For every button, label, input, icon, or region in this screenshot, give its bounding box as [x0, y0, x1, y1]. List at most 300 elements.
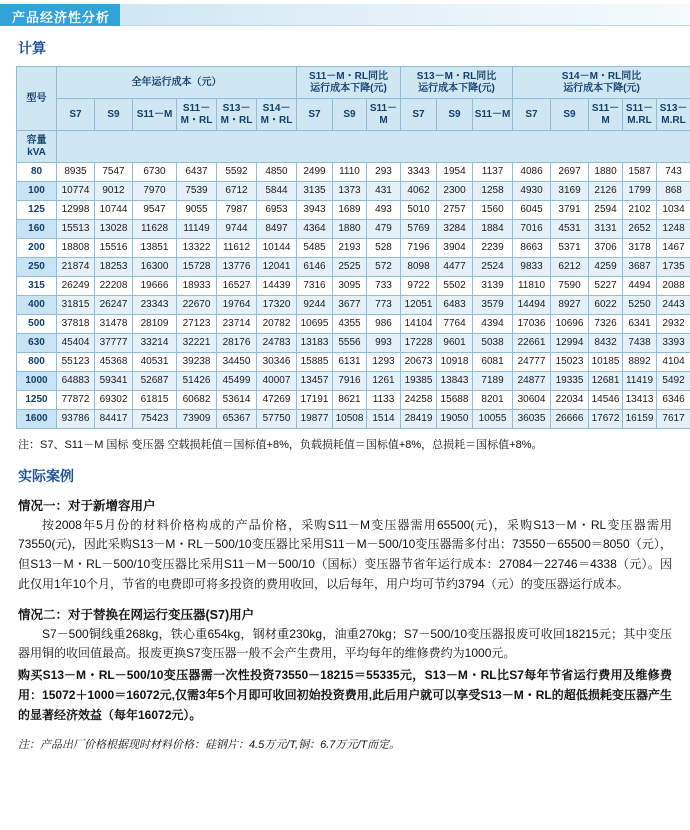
- table-cell: 6131: [333, 353, 367, 372]
- th-a1: S7: [57, 99, 95, 131]
- th-s11-drop-line1: S11－M・RL同比: [309, 71, 388, 82]
- table-cell: 19877: [297, 410, 333, 429]
- table-cell: 1884: [473, 220, 513, 239]
- table-cell: 16527: [217, 277, 257, 296]
- table-cell: 52687: [133, 372, 177, 391]
- table-cell: 22661: [513, 334, 551, 353]
- case-1-paragraph-1: 按2008年5月份的材料价格构成的产品价格，采购S11－M变压器需用65500(元)，采购S13－M・RL变压器需用73550(元)，因此采购S13－M・RL－500/10变压器比采用S11－M－500/10变压器需多付出：73550－65500＝8050（元），但S13－M・RL－500/10变压器比采用S11－M－500/10（国标）变压器节省年运行成本：27084－22746＝4338（元）。因此仅用1年10个月，节省的电费即可将多投资的费用收回，以后每年，用户均可节约3794（元）的变压器运行成本。: [18, 517, 672, 591]
- table-row-capacity: 1000: [17, 372, 57, 391]
- table-cell: 8098: [401, 258, 437, 277]
- case-2-paragraph-2: 购买S13－M・RL－500/10变压器需一次性投资73550－18215＝55335元，S13－M・RL比S7每年节省运行费用及维修费用：15072＋1000＝16072元,仅需3年5个月即可收回初始投资费用,此后用户就可以享受S13－M・RL的超低损耗变压器产生的显著经济效益（每年16072元）。: [18, 668, 672, 722]
- table-cell: 16159: [623, 410, 657, 429]
- table-cell: 26247: [95, 296, 133, 315]
- table-cell: 7970: [133, 182, 177, 201]
- table-cell: 51426: [177, 372, 217, 391]
- table-cell: 1880: [589, 163, 623, 182]
- table-row: [17, 391, 690, 410]
- table-cell: 30604: [513, 391, 551, 410]
- th-d4-line2: M.RL: [627, 114, 652, 126]
- table-row-capacity: 160: [17, 220, 57, 239]
- table-cell: 7590: [551, 277, 589, 296]
- table-cell: 59341: [95, 372, 133, 391]
- table-cell: 8663: [513, 239, 551, 258]
- th-a2: S9: [95, 99, 133, 131]
- table-cell: 4104: [657, 353, 690, 372]
- th-s14-drop-line2: 运行成本下降(元): [563, 82, 640, 94]
- table-cell: 27123: [177, 315, 217, 334]
- table-cell: 3904: [437, 239, 473, 258]
- th-a6: [257, 99, 297, 131]
- table-cell: 15728: [177, 258, 217, 277]
- th-capacity-spacer: [57, 131, 690, 163]
- table-row: [17, 296, 690, 315]
- header-row-groups: [17, 67, 690, 99]
- table-cell: 34450: [217, 353, 257, 372]
- table-cell: 2102: [623, 201, 657, 220]
- table-cell: 1248: [657, 220, 690, 239]
- table-cell: 5592: [217, 163, 257, 182]
- table-cell: 3943: [297, 201, 333, 220]
- table-cell: 10144: [257, 239, 297, 258]
- table-cell: 20782: [257, 315, 297, 334]
- case-2-paragraph-1: S7－500铜线重268kg，铁心重654kg，钢材重230kg，油重270kg；S7－500/10变压器报废可收回18215元；其中变压器用铜的收回值最高。报废更换S7变压器一般不会产生费用，平均每年的维修费约为1000元。: [18, 626, 672, 661]
- table-cell: 11419: [623, 372, 657, 391]
- th-capacity-line2: kVA: [27, 146, 46, 158]
- table-cell: 1373: [333, 182, 367, 201]
- th-b3-line2: M: [379, 114, 388, 126]
- table-cell: 14494: [513, 296, 551, 315]
- table-cell: 10744: [95, 201, 133, 220]
- table-cell: 17672: [589, 410, 623, 429]
- th-s13-drop-line2: 运行成本下降(元): [418, 82, 495, 94]
- th-d3-line1: S11－: [591, 103, 620, 114]
- table-row: [17, 353, 690, 372]
- table-cell: 13457: [297, 372, 333, 391]
- table-cell: 19335: [551, 372, 589, 391]
- table-row: [17, 182, 690, 201]
- table-cell: 1514: [367, 410, 401, 429]
- th-b2: S9: [333, 99, 367, 131]
- th-a4-line1: S11－: [182, 103, 211, 114]
- table-cell: 1467: [657, 239, 690, 258]
- header-row-capacity: [17, 131, 690, 163]
- table-cell: 22034: [551, 391, 589, 410]
- table-cell: 5010: [401, 201, 437, 220]
- table-cell: 4364: [297, 220, 333, 239]
- table-cell: 9833: [513, 258, 551, 277]
- table-cell: 7016: [513, 220, 551, 239]
- table-cell: 2300: [437, 182, 473, 201]
- table-cell: 30346: [257, 353, 297, 372]
- header-row-subs: [17, 99, 690, 131]
- table-cell: 5371: [551, 239, 589, 258]
- table-cell: 6712: [217, 182, 257, 201]
- table-cell: 2932: [657, 315, 690, 334]
- table-cell: 3139: [473, 277, 513, 296]
- table-cell: 14439: [257, 277, 297, 296]
- table-cell: 22670: [177, 296, 217, 315]
- table-cell: 4531: [551, 220, 589, 239]
- table-cell: 293: [367, 163, 401, 182]
- table-cell: 26249: [57, 277, 95, 296]
- table-cell: 1560: [473, 201, 513, 220]
- table-cell: 4850: [257, 163, 297, 182]
- table-row: [17, 277, 690, 296]
- table-cell: 5844: [257, 182, 297, 201]
- table-cell: 6045: [513, 201, 551, 220]
- th-b3-line1: S11－: [369, 103, 398, 114]
- table-cell: 7189: [473, 372, 513, 391]
- table-cell: 10055: [473, 410, 513, 429]
- table-row: [17, 372, 690, 391]
- table-cell: 13183: [297, 334, 333, 353]
- table-row: [17, 163, 690, 182]
- th-b1: S7: [297, 99, 333, 131]
- table-cell: 33214: [133, 334, 177, 353]
- th-c1: S7: [401, 99, 437, 131]
- table-cell: 1293: [367, 353, 401, 372]
- table-cell: 2697: [551, 163, 589, 182]
- table-cell: 16300: [133, 258, 177, 277]
- table-cell: 6146: [297, 258, 333, 277]
- table-cell: 7987: [217, 201, 257, 220]
- table-cell: 18933: [177, 277, 217, 296]
- page-title: 产品经济性分析: [0, 4, 120, 26]
- footer-note: 注：产品出厂价格根据现时材料价格：硅钢片：4.5万元/T,铜：6.7万元/T而定。: [18, 738, 401, 751]
- table-cell: 64883: [57, 372, 95, 391]
- table-cell: 77872: [57, 391, 95, 410]
- table-cell: 13851: [133, 239, 177, 258]
- table-cell: 7438: [623, 334, 657, 353]
- cost-table-wrapper: [16, 66, 688, 429]
- table-cell: 10696: [551, 315, 589, 334]
- table-cell: 26666: [551, 410, 589, 429]
- table-cell: 5485: [297, 239, 333, 258]
- table-cell: 17036: [513, 315, 551, 334]
- cost-table-head: [17, 67, 690, 163]
- table-cell: 4355: [333, 315, 367, 334]
- table-cell: 7617: [657, 410, 690, 429]
- table-cell: 4930: [513, 182, 551, 201]
- table-cell: 993: [367, 334, 401, 353]
- table-row: [17, 258, 690, 277]
- table-row: [17, 220, 690, 239]
- th-s14-drop: [513, 67, 690, 99]
- table-cell: 45499: [217, 372, 257, 391]
- table-cell: 28419: [401, 410, 437, 429]
- table-cell: 493: [367, 201, 401, 220]
- th-d5-line2: M.RL: [661, 114, 686, 126]
- table-cell: 73909: [177, 410, 217, 429]
- table-cell: 2524: [473, 258, 513, 277]
- th-a3: S11－M: [133, 99, 177, 131]
- table-cell: 40007: [257, 372, 297, 391]
- table-cell: 5556: [333, 334, 367, 353]
- table-cell: 37777: [95, 334, 133, 353]
- case-1-label: 情况一：: [18, 498, 69, 513]
- table-cell: 3343: [401, 163, 437, 182]
- table-cell: 7316: [297, 277, 333, 296]
- table-row: [17, 334, 690, 353]
- table-cell: 6346: [657, 391, 690, 410]
- table-cell: 3095: [333, 277, 367, 296]
- table-cell: 6081: [473, 353, 513, 372]
- table-cell: 5250: [623, 296, 657, 315]
- table-cell: 431: [367, 182, 401, 201]
- table-cell: 12041: [257, 258, 297, 277]
- banner-gradient: [120, 4, 690, 26]
- table-cell: 11149: [177, 220, 217, 239]
- table-cell: 10508: [333, 410, 367, 429]
- table-row-capacity: 80: [17, 163, 57, 182]
- table-cell: 19050: [437, 410, 473, 429]
- table-row: [17, 239, 690, 258]
- table-row-capacity: 630: [17, 334, 57, 353]
- table-cell: 53614: [217, 391, 257, 410]
- table-cell: 1587: [623, 163, 657, 182]
- table-cell: 2088: [657, 277, 690, 296]
- table-cell: 11810: [513, 277, 551, 296]
- table-cell: 8935: [57, 163, 95, 182]
- table-row-capacity: 315: [17, 277, 57, 296]
- table-cell: 1133: [367, 391, 401, 410]
- table-cell: 3677: [333, 296, 367, 315]
- table-cell: 8927: [551, 296, 589, 315]
- table-cell: 12994: [551, 334, 589, 353]
- table-cell: 18253: [95, 258, 133, 277]
- table-cell: 7539: [177, 182, 217, 201]
- table-cell: 5038: [473, 334, 513, 353]
- table-cell: 11612: [217, 239, 257, 258]
- table-cell: 1735: [657, 258, 690, 277]
- th-annual-cost: 全年运行成本（元）: [57, 67, 297, 99]
- table-cell: 19666: [133, 277, 177, 296]
- table-cell: 9547: [133, 201, 177, 220]
- table-row-capacity: 1250: [17, 391, 57, 410]
- table-cell: 13028: [95, 220, 133, 239]
- th-d4-line1: S11－: [625, 103, 654, 114]
- th-d2: S9: [551, 99, 589, 131]
- table-cell: 10185: [589, 353, 623, 372]
- table-cell: 9722: [401, 277, 437, 296]
- table-cell: 733: [367, 277, 401, 296]
- table-cell: 572: [367, 258, 401, 277]
- th-a5: [217, 99, 257, 131]
- table-cell: 15516: [95, 239, 133, 258]
- table-row-capacity: 1600: [17, 410, 57, 429]
- table-note: 注：S7、S11－M 国标 变压器 空载损耗值＝国标值+8%，负载损耗值＝国标值+8%，总损耗＝国标值+8%。: [18, 439, 543, 451]
- table-cell: 6212: [551, 258, 589, 277]
- th-model: 型号: [17, 67, 57, 131]
- table-cell: 3178: [623, 239, 657, 258]
- table-cell: 24783: [257, 334, 297, 353]
- table-cell: 5492: [657, 372, 690, 391]
- table-cell: 3579: [473, 296, 513, 315]
- table-cell: 75423: [133, 410, 177, 429]
- table-cell: 3284: [437, 220, 473, 239]
- table-cell: 13322: [177, 239, 217, 258]
- table-cell: 13413: [623, 391, 657, 410]
- th-capacity: [17, 131, 57, 163]
- table-cell: 8892: [623, 353, 657, 372]
- th-s13-drop-line1: S13－M・RL同比: [416, 71, 497, 82]
- table-row: [17, 201, 690, 220]
- table-cell: 2594: [589, 201, 623, 220]
- table-cell: 40531: [133, 353, 177, 372]
- table-cell: 4086: [513, 163, 551, 182]
- table-cell: 6953: [257, 201, 297, 220]
- case-2-label: 情况二：: [18, 607, 69, 622]
- table-cell: 47269: [257, 391, 297, 410]
- table-cell: 5769: [401, 220, 437, 239]
- section-title-calculation: 计算: [18, 40, 46, 56]
- table-cell: 39238: [177, 353, 217, 372]
- table-cell: 3687: [623, 258, 657, 277]
- table-row-capacity: 800: [17, 353, 57, 372]
- table-cell: 4494: [623, 277, 657, 296]
- table-cell: 31478: [95, 315, 133, 334]
- table-cell: 3791: [551, 201, 589, 220]
- table-cell: 6437: [177, 163, 217, 182]
- table-cell: 57750: [257, 410, 297, 429]
- table-cell: 21874: [57, 258, 95, 277]
- case-1-title: 对于新增容用户: [68, 498, 156, 513]
- table-cell: 36035: [513, 410, 551, 429]
- table-cell: 31815: [57, 296, 95, 315]
- table-row: [17, 315, 690, 334]
- table-cell: 45404: [57, 334, 95, 353]
- table-cell: 6341: [623, 315, 657, 334]
- table-cell: 3706: [589, 239, 623, 258]
- th-capacity-line1: 容量: [26, 135, 47, 146]
- table-cell: 24777: [513, 353, 551, 372]
- th-d5: [657, 99, 690, 131]
- table-cell: 1137: [473, 163, 513, 182]
- table-cell: 23714: [217, 315, 257, 334]
- th-s14-drop-line1: S14－M・RL同比: [561, 71, 642, 82]
- th-s11-drop: [297, 67, 401, 99]
- th-s11-drop-line2: 运行成本下降(元): [310, 82, 387, 94]
- table-cell: 3135: [297, 182, 333, 201]
- table-cell: 9055: [177, 201, 217, 220]
- table-cell: 7764: [437, 315, 473, 334]
- th-d3: [589, 99, 623, 131]
- table-cell: 37818: [57, 315, 95, 334]
- table-cell: 10695: [297, 315, 333, 334]
- table-cell: 12998: [57, 201, 95, 220]
- table-cell: 2525: [333, 258, 367, 277]
- table-cell: 3169: [551, 182, 589, 201]
- case-1-heading: [18, 496, 672, 514]
- table-cell: 61815: [133, 391, 177, 410]
- table-cell: 45368: [95, 353, 133, 372]
- table-cell: 13776: [217, 258, 257, 277]
- table-cell: 84417: [95, 410, 133, 429]
- table-cell: 7326: [589, 315, 623, 334]
- table-cell: 13843: [437, 372, 473, 391]
- th-a4: [177, 99, 217, 131]
- table-cell: 15688: [437, 391, 473, 410]
- table-cell: 4394: [473, 315, 513, 334]
- table-cell: 17228: [401, 334, 437, 353]
- table-cell: 22208: [95, 277, 133, 296]
- table-row-capacity: 500: [17, 315, 57, 334]
- table-cell: 528: [367, 239, 401, 258]
- table-cell: 2126: [589, 182, 623, 201]
- table-cell: 479: [367, 220, 401, 239]
- th-a6-line2: M・RL: [260, 114, 293, 126]
- table-cell: 93786: [57, 410, 95, 429]
- table-cell: 5502: [437, 277, 473, 296]
- table-cell: 2193: [333, 239, 367, 258]
- table-cell: 1880: [333, 220, 367, 239]
- table-cell: 69302: [95, 391, 133, 410]
- table-cell: 773: [367, 296, 401, 315]
- table-cell: 6730: [133, 163, 177, 182]
- th-d5-line1: S13－: [659, 103, 688, 114]
- table-cell: 7916: [333, 372, 367, 391]
- table-cell: 2239: [473, 239, 513, 258]
- table-row: [17, 410, 690, 429]
- table-cell: 1689: [333, 201, 367, 220]
- table-cell: 12051: [401, 296, 437, 315]
- table-cell: 7196: [401, 239, 437, 258]
- table-cell: 8432: [589, 334, 623, 353]
- table-cell: 8497: [257, 220, 297, 239]
- table-cell: 28109: [133, 315, 177, 334]
- table-cell: 6022: [589, 296, 623, 315]
- table-cell: 868: [657, 182, 690, 201]
- table-cell: 10774: [57, 182, 95, 201]
- table-cell: 23343: [133, 296, 177, 315]
- page-header-banner: [0, 4, 690, 26]
- table-cell: 2499: [297, 163, 333, 182]
- th-a5-line2: M・RL: [220, 114, 253, 126]
- table-cell: 4259: [589, 258, 623, 277]
- cost-table-body: [17, 163, 690, 429]
- table-cell: 2443: [657, 296, 690, 315]
- table-cell: 2757: [437, 201, 473, 220]
- table-cell: 19385: [401, 372, 437, 391]
- table-cell: 1261: [367, 372, 401, 391]
- table-cell: 4477: [437, 258, 473, 277]
- table-cell: 743: [657, 163, 690, 182]
- case-2-heading: [18, 605, 672, 623]
- section-title-cases: 实际案例: [18, 467, 74, 484]
- table-cell: 15885: [297, 353, 333, 372]
- th-b3: [367, 99, 401, 131]
- table-cell: 8621: [333, 391, 367, 410]
- table-cell: 9601: [437, 334, 473, 353]
- th-a4-line2: M・RL: [180, 114, 213, 126]
- table-cell: 12681: [589, 372, 623, 391]
- table-cell: 65367: [217, 410, 257, 429]
- table-cell: 55123: [57, 353, 95, 372]
- table-cell: 28176: [217, 334, 257, 353]
- case-2-title: 对于替换在网运行变压器(S7)用户: [68, 607, 255, 622]
- table-cell: 17191: [297, 391, 333, 410]
- table-row-capacity: 200: [17, 239, 57, 258]
- table-cell: 9012: [95, 182, 133, 201]
- table-cell: 1034: [657, 201, 690, 220]
- table-cell: 1258: [473, 182, 513, 201]
- table-cell: 9744: [217, 220, 257, 239]
- th-d4: [623, 99, 657, 131]
- table-cell: 2652: [623, 220, 657, 239]
- table-cell: 1799: [623, 182, 657, 201]
- table-cell: 14104: [401, 315, 437, 334]
- table-cell: 1110: [333, 163, 367, 182]
